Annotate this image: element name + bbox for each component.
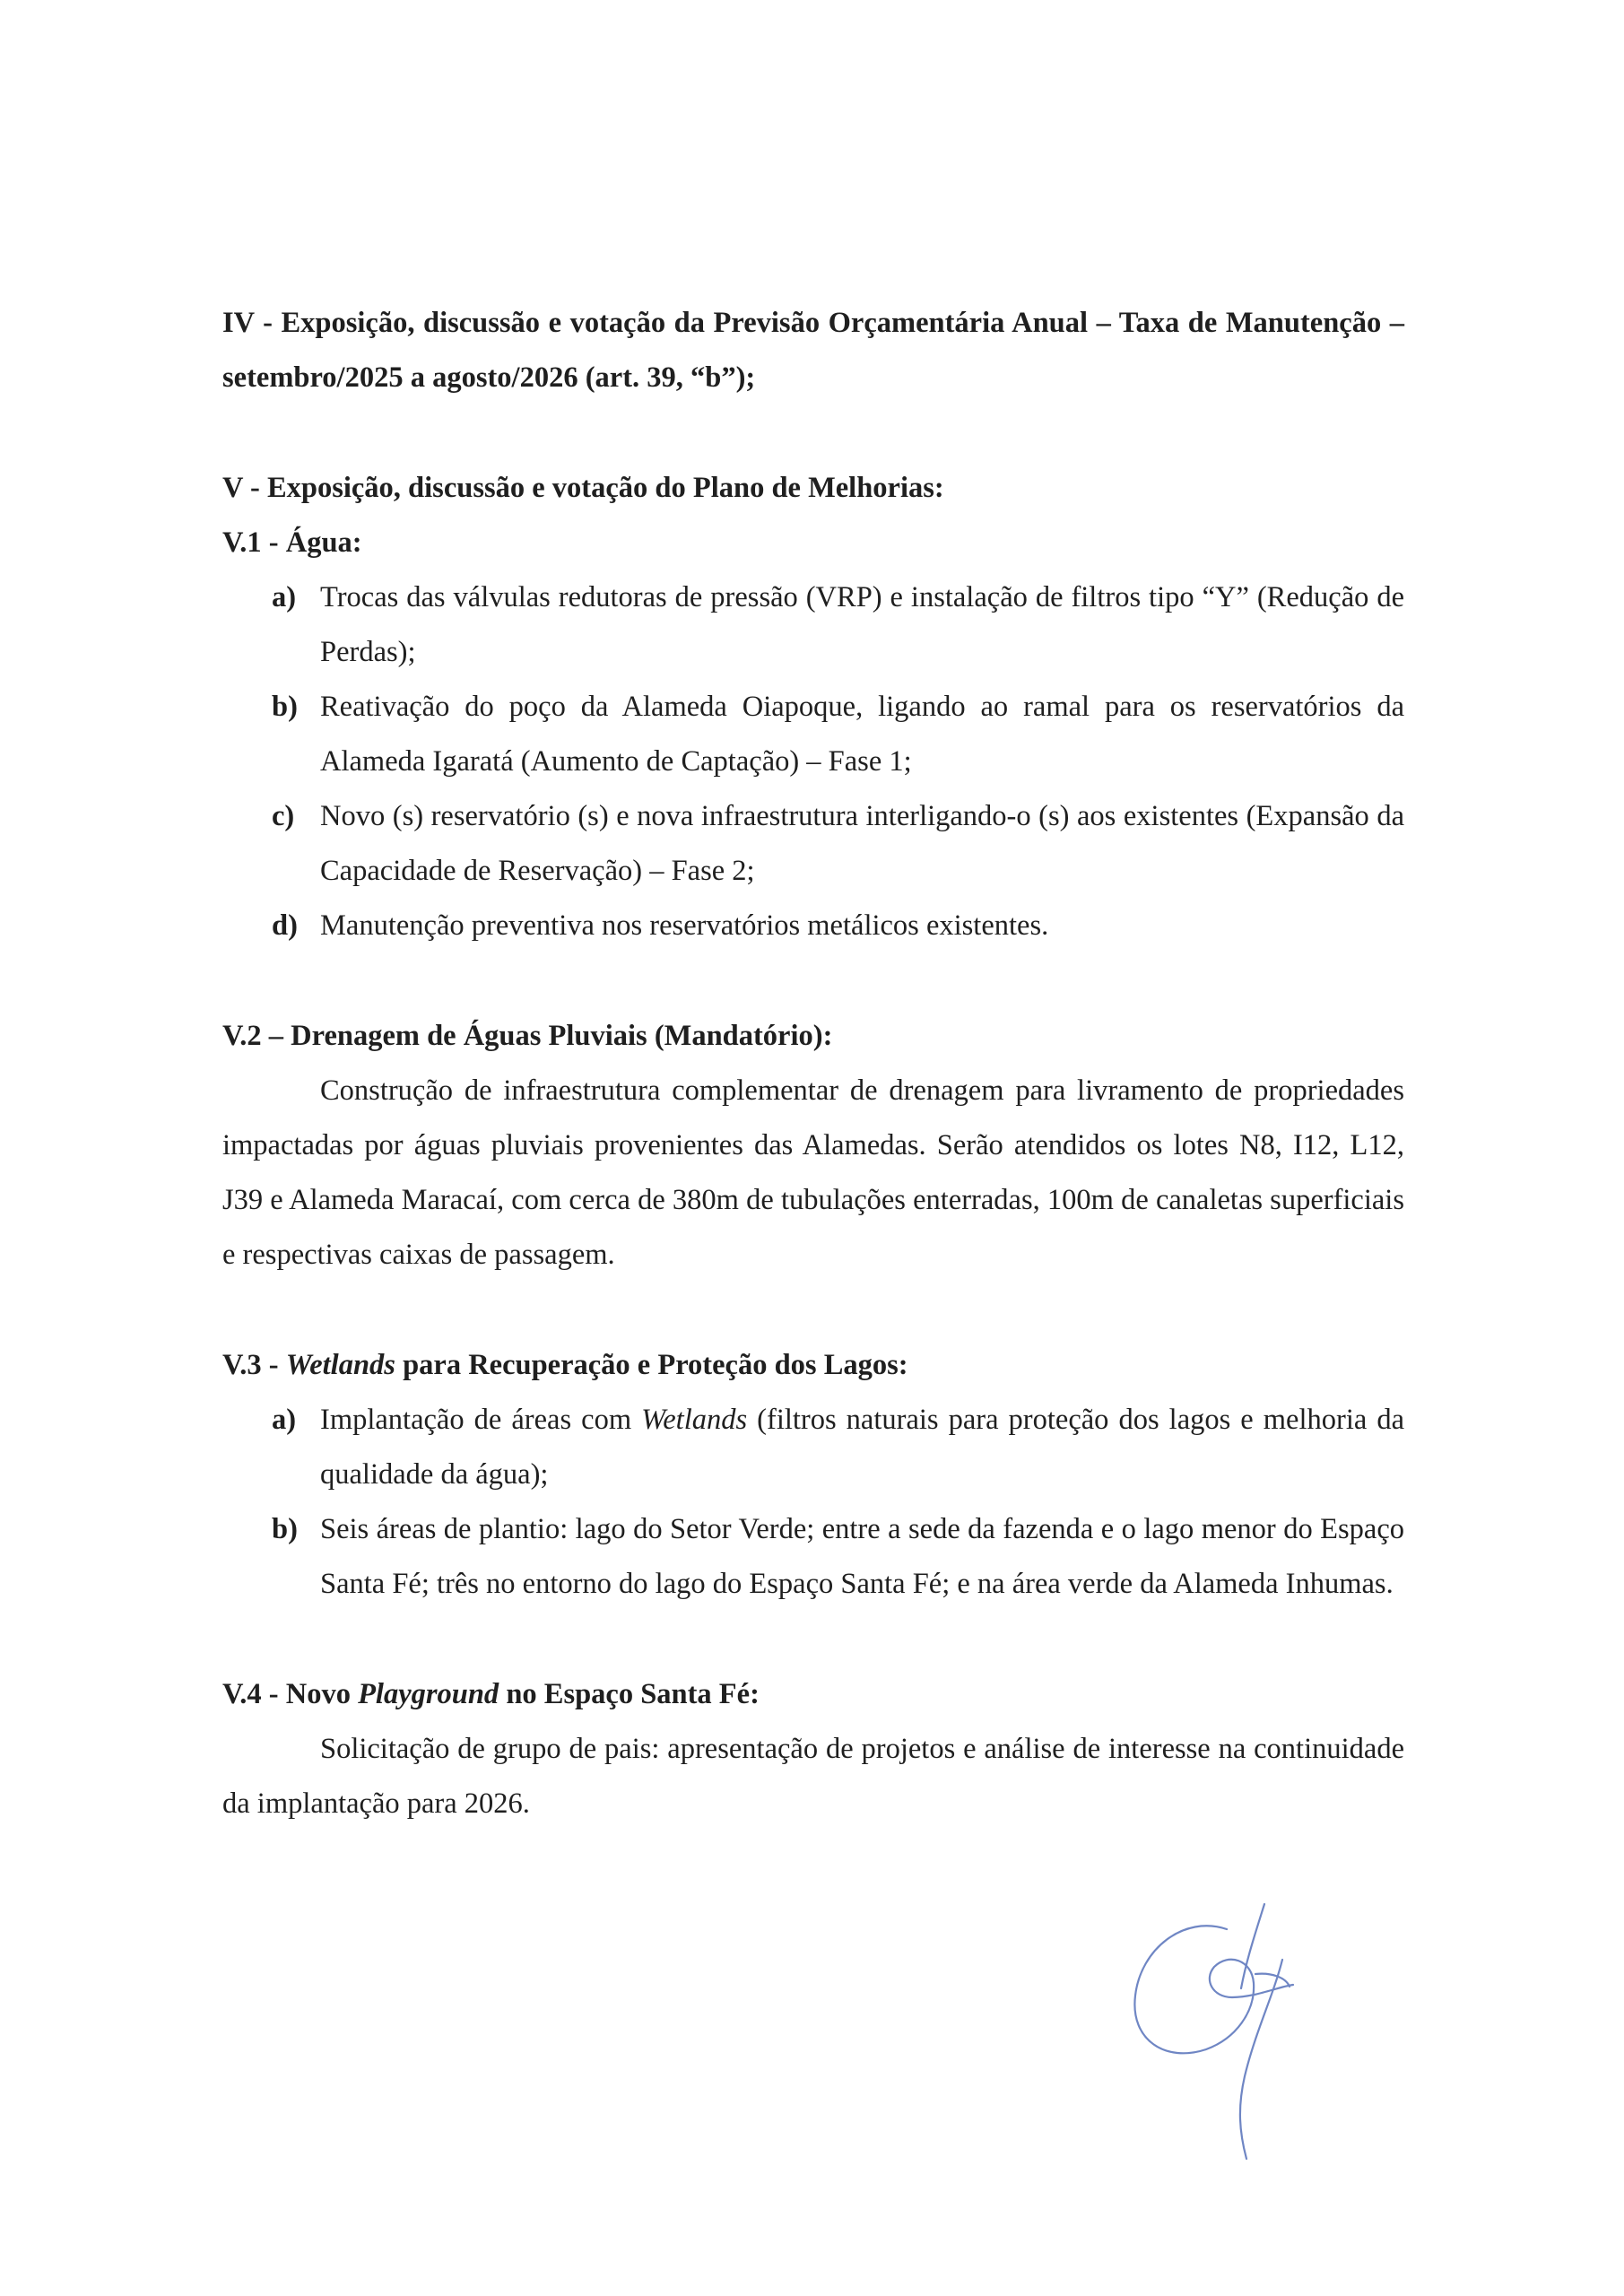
v1-list — [222, 570, 1404, 953]
list-item — [222, 789, 1404, 899]
v3-title-suffix: para Recuperação e Proteção dos Lagos: — [395, 1349, 908, 1381]
list-item-text: Reativação do poço da Alameda Oiapoque, ligando ao ramal para os reservatórios da Alameda Igaratá (Aumento de Captação) – Fase 1; — [320, 691, 1404, 778]
list-letter: d) — [272, 909, 298, 942]
list-letter: b) — [272, 1513, 298, 1545]
list-item — [222, 1502, 1404, 1612]
list-letter: a) — [272, 581, 297, 613]
v4-title-suffix: no Espaço Santa Fé: — [499, 1678, 760, 1710]
v3-title-italic: Wetlands — [285, 1349, 395, 1381]
section-v4-body: Solicitação de grupo de pais: apresentação de projetos e análise de interesse na continuidade da implantação para 2026. — [222, 1733, 1404, 1820]
list-item-text: Manutenção preventiva nos reservatórios metálicos existentes. — [320, 909, 1049, 942]
list-item — [222, 899, 1404, 953]
v3-item-a-after: (filtros naturais para proteção dos lagos e melhoria da qualidade da água); — [320, 1404, 1404, 1491]
document-body — [222, 296, 1404, 1831]
section-v2-body: Construção de infraestrutura complementar de drenagem para livramento de propriedades impactadas por águas pluviais provenientes das Alamedas. Serão atendidos os lotes N8, I12, L12, J39 e Alameda Maracaí, com cerca de 380m de tubulações enterradas, 100m de canaletas superficiais e respectivas caixas de passagem. — [222, 1074, 1404, 1271]
section-v1-title: V.1 - Água: — [222, 526, 362, 559]
list-letter: c) — [272, 800, 295, 832]
section-v4-title — [222, 1667, 1404, 1722]
section-v2-title: V.2 – Drenagem de Águas Pluviais (Mandatório): — [222, 1020, 833, 1052]
v3-item-a-before: Implantação de áreas com — [320, 1404, 642, 1436]
section-v-title: V - Exposição, discussão e votação do Plano de Melhorias: — [222, 472, 944, 504]
v3-list — [222, 1393, 1404, 1612]
list-letter: b) — [272, 691, 298, 723]
v4-title-prefix: V.4 - Novo — [222, 1678, 359, 1710]
list-item — [222, 570, 1404, 680]
v3-item-a-italic: Wetlands — [641, 1404, 748, 1436]
v4-title-italic: Playground — [358, 1678, 499, 1710]
v3-title-prefix: V.3 - — [222, 1349, 286, 1381]
section-iv-title: IV - Exposição, discussão e votação da Previsão Orçamentária Anual – Taxa de Manutenção – setembro/2025 a agosto/2026 (art. 39, “b”); — [222, 307, 1404, 394]
list-item-text: Seis áreas de plantio: lago do Setor Verde; entre a sede da fazenda e o lago menor do Espaço Santa Fé; três no entorno do lago do Espaço Santa Fé; e na área verde da Alameda Inhumas. — [320, 1513, 1404, 1600]
list-item — [222, 1393, 1404, 1502]
signature-icon — [1121, 1897, 1336, 2166]
list-item — [222, 680, 1404, 789]
list-item-text: Novo (s) reservatório (s) e nova infraestrutura interligando-o (s) aos existentes (Expansão da Capacidade de Reservação) – Fase 2; — [320, 800, 1404, 887]
list-item-text: Trocas das válvulas redutoras de pressão (VRP) e instalação de filtros tipo “Y” (Redução de Perdas); — [320, 581, 1404, 668]
list-letter: a) — [272, 1404, 297, 1436]
section-v3-title — [222, 1338, 1404, 1393]
